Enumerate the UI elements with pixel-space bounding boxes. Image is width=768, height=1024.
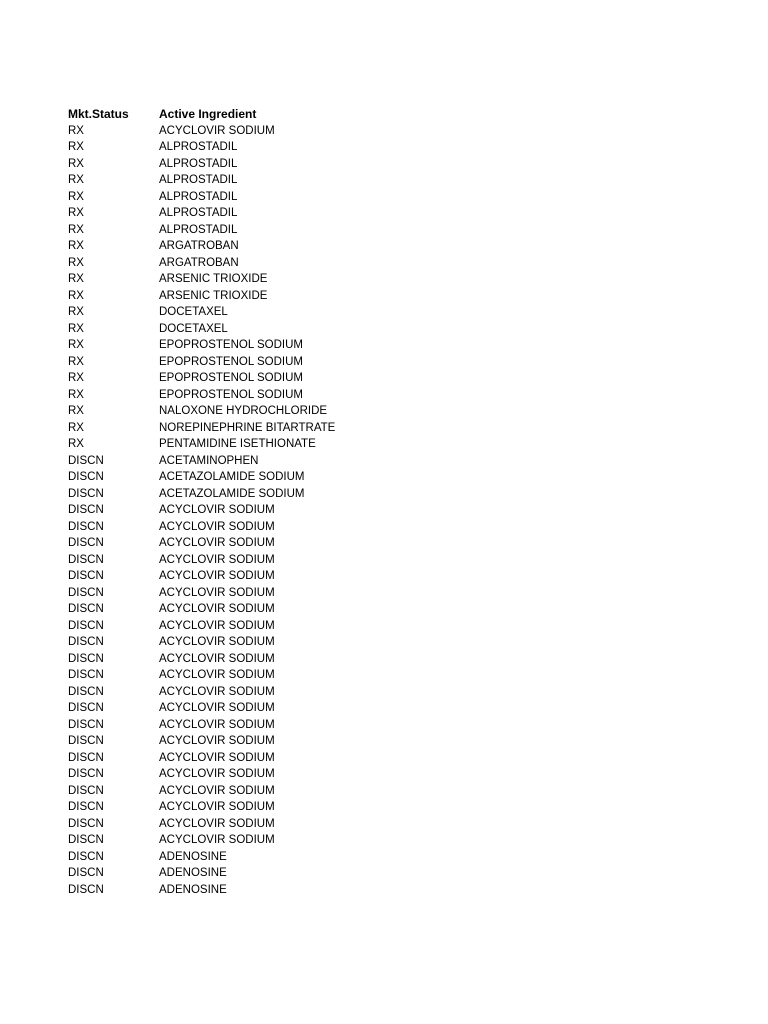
cell-mkt-status: DISCN [68,471,104,483]
cell-active-ingredient: ARSENIC TRIOXIDE [159,273,268,285]
table-row [68,354,708,371]
table-row [68,337,708,354]
cell-mkt-status: RX [68,355,84,368]
cell-active-ingredient: ACYCLOVIR SODIUM [159,603,275,615]
cell-active-ingredient: ACYCLOVIR SODIUM [159,619,275,632]
table-row [68,238,708,255]
table-row [68,733,708,750]
table-row [68,156,708,173]
table-row [68,568,708,585]
cell-mkt-status: RX [68,240,84,252]
cell-mkt-status: RX [68,256,84,269]
table-row [68,766,708,783]
cell-mkt-status: DISCN [68,619,104,632]
table-body [68,123,708,899]
table-row [68,387,708,404]
table-row [68,304,708,321]
cell-active-ingredient: DOCETAXEL [159,306,228,318]
table-row [68,651,708,668]
table-row [68,486,708,503]
table-row [68,585,708,602]
table-row [68,436,708,453]
table-row [68,849,708,866]
table-row [68,618,708,635]
cell-mkt-status: DISCN [68,702,104,714]
cell-active-ingredient: ACYCLOVIR SODIUM [159,751,275,764]
cell-active-ingredient: ACYCLOVIR SODIUM [159,685,275,698]
table-header-row [68,106,708,123]
table-row [68,865,708,882]
table-row [68,288,708,305]
table-row [68,601,708,618]
drug-status-table [68,106,708,898]
cell-mkt-status: DISCN [68,520,104,533]
cell-mkt-status: DISCN [68,801,104,813]
cell-active-ingredient: ACYCLOVIR SODIUM [159,520,275,533]
table-row [68,189,708,206]
cell-active-ingredient: ALPROSTADIL [159,174,238,186]
cell-mkt-status: RX [68,157,84,170]
cell-mkt-status: RX [68,306,84,318]
cell-active-ingredient: ACYCLOVIR SODIUM [159,669,275,681]
cell-mkt-status: RX [68,223,84,236]
table-row [68,321,708,338]
cell-mkt-status: RX [68,141,84,153]
table-row [68,205,708,222]
cell-mkt-status: DISCN [68,784,104,797]
cell-mkt-status: DISCN [68,834,104,846]
table-row [68,750,708,767]
cell-mkt-status: DISCN [68,537,104,549]
cell-active-ingredient: ALPROSTADIL [159,157,238,170]
cell-active-ingredient: ALPROSTADIL [159,207,238,219]
cell-active-ingredient: PENTAMIDINE ISETHIONATE [159,438,316,450]
cell-active-ingredient: ACETAZOLAMIDE SODIUM [159,471,305,483]
cell-mkt-status: RX [68,289,84,302]
cell-active-ingredient: ARGATROBAN [159,240,239,252]
cell-active-ingredient: ACYCLOVIR SODIUM [159,801,275,813]
cell-active-ingredient: ACYCLOVIR SODIUM [159,702,275,714]
cell-active-ingredient: ACYCLOVIR SODIUM [159,784,275,797]
cell-mkt-status: DISCN [68,751,104,764]
cell-active-ingredient: ALPROSTADIL [159,141,238,153]
cell-mkt-status: DISCN [68,718,104,731]
table-row [68,684,708,701]
cell-mkt-status: RX [68,372,84,384]
cell-mkt-status: DISCN [68,553,104,566]
cell-mkt-status: DISCN [68,735,104,747]
table-row [68,882,708,899]
table-row [68,222,708,239]
table-row [68,403,708,420]
cell-mkt-status: DISCN [68,652,104,665]
table-row [68,700,708,717]
cell-active-ingredient: ACETAZOLAMIDE SODIUM [159,487,305,500]
table-row [68,172,708,189]
cell-active-ingredient: NALOXONE HYDROCHLORIDE [159,405,328,417]
cell-mkt-status: DISCN [68,867,104,879]
cell-mkt-status: RX [68,438,84,450]
cell-active-ingredient: EPOPROSTENOL SODIUM [159,388,303,401]
table-row [68,370,708,387]
cell-mkt-status: RX [68,174,84,186]
cell-active-ingredient: ACYCLOVIR SODIUM [159,537,275,549]
cell-mkt-status: RX [68,388,84,401]
table-row [68,799,708,816]
cell-active-ingredient: ACYCLOVIR SODIUM [159,735,275,747]
cell-active-ingredient: ACYCLOVIR SODIUM [159,586,275,599]
cell-mkt-status: DISCN [68,883,104,896]
table-row [68,271,708,288]
cell-active-ingredient: ADENOSINE [159,883,227,896]
cell-mkt-status: DISCN [68,454,104,467]
table-row [68,832,708,849]
table-row [68,453,708,470]
cell-active-ingredient: ARSENIC TRIOXIDE [159,289,268,302]
table-row [68,634,708,651]
cell-active-ingredient: ACYCLOVIR SODIUM [159,636,275,648]
cell-active-ingredient: ACYCLOVIR SODIUM [159,504,275,516]
cell-active-ingredient: EPOPROSTENOL SODIUM [159,355,303,368]
cell-mkt-status: DISCN [68,504,104,516]
cell-active-ingredient: ALPROSTADIL [159,190,238,203]
table-row [68,816,708,833]
cell-active-ingredient: ARGATROBAN [159,256,239,269]
cell-mkt-status: RX [68,190,84,203]
cell-mkt-status: DISCN [68,768,104,780]
header-mkt-status: Mkt.Status [68,107,129,121]
cell-mkt-status: DISCN [68,850,104,863]
cell-mkt-status: DISCN [68,487,104,500]
cell-mkt-status: DISCN [68,570,104,582]
cell-mkt-status: RX [68,339,84,351]
table-row [68,255,708,272]
table-row [68,519,708,536]
table-row [68,420,708,437]
table-row [68,535,708,552]
table-row [68,717,708,734]
cell-active-ingredient: ADENOSINE [159,867,227,879]
cell-active-ingredient: ALPROSTADIL [159,223,238,236]
cell-active-ingredient: ACYCLOVIR SODIUM [159,553,275,566]
cell-mkt-status: DISCN [68,636,104,648]
table-row [68,139,708,156]
cell-mkt-status: RX [68,322,84,335]
cell-active-ingredient: ACYCLOVIR SODIUM [159,817,275,830]
cell-active-ingredient: ACYCLOVIR SODIUM [159,570,275,582]
cell-mkt-status: RX [68,207,84,219]
cell-mkt-status: RX [68,421,84,434]
cell-active-ingredient: ADENOSINE [159,850,227,863]
cell-mkt-status: DISCN [68,669,104,681]
header-active-ingredient: Active Ingredient [159,107,257,121]
cell-mkt-status: DISCN [68,603,104,615]
table-row [68,783,708,800]
cell-active-ingredient: EPOPROSTENOL SODIUM [159,372,303,384]
cell-mkt-status: DISCN [68,586,104,599]
table-row [68,552,708,569]
cell-active-ingredient: ACETAMINOPHEN [159,454,259,467]
cell-active-ingredient: DOCETAXEL [159,322,228,335]
table-row [68,123,708,140]
cell-mkt-status: RX [68,405,84,417]
table-row [68,469,708,486]
cell-active-ingredient: ACYCLOVIR SODIUM [159,834,275,846]
table-row [68,667,708,684]
cell-mkt-status: RX [68,124,84,137]
cell-mkt-status: DISCN [68,817,104,830]
cell-active-ingredient: ACYCLOVIR SODIUM [159,768,275,780]
cell-active-ingredient: ACYCLOVIR SODIUM [159,652,275,665]
cell-mkt-status: RX [68,273,84,285]
cell-mkt-status: DISCN [68,685,104,698]
cell-active-ingredient: NOREPINEPHRINE BITARTRATE [159,421,336,434]
cell-active-ingredient: EPOPROSTENOL SODIUM [159,339,303,351]
table-row [68,502,708,519]
cell-active-ingredient: ACYCLOVIR SODIUM [159,124,275,137]
cell-active-ingredient: ACYCLOVIR SODIUM [159,718,275,731]
